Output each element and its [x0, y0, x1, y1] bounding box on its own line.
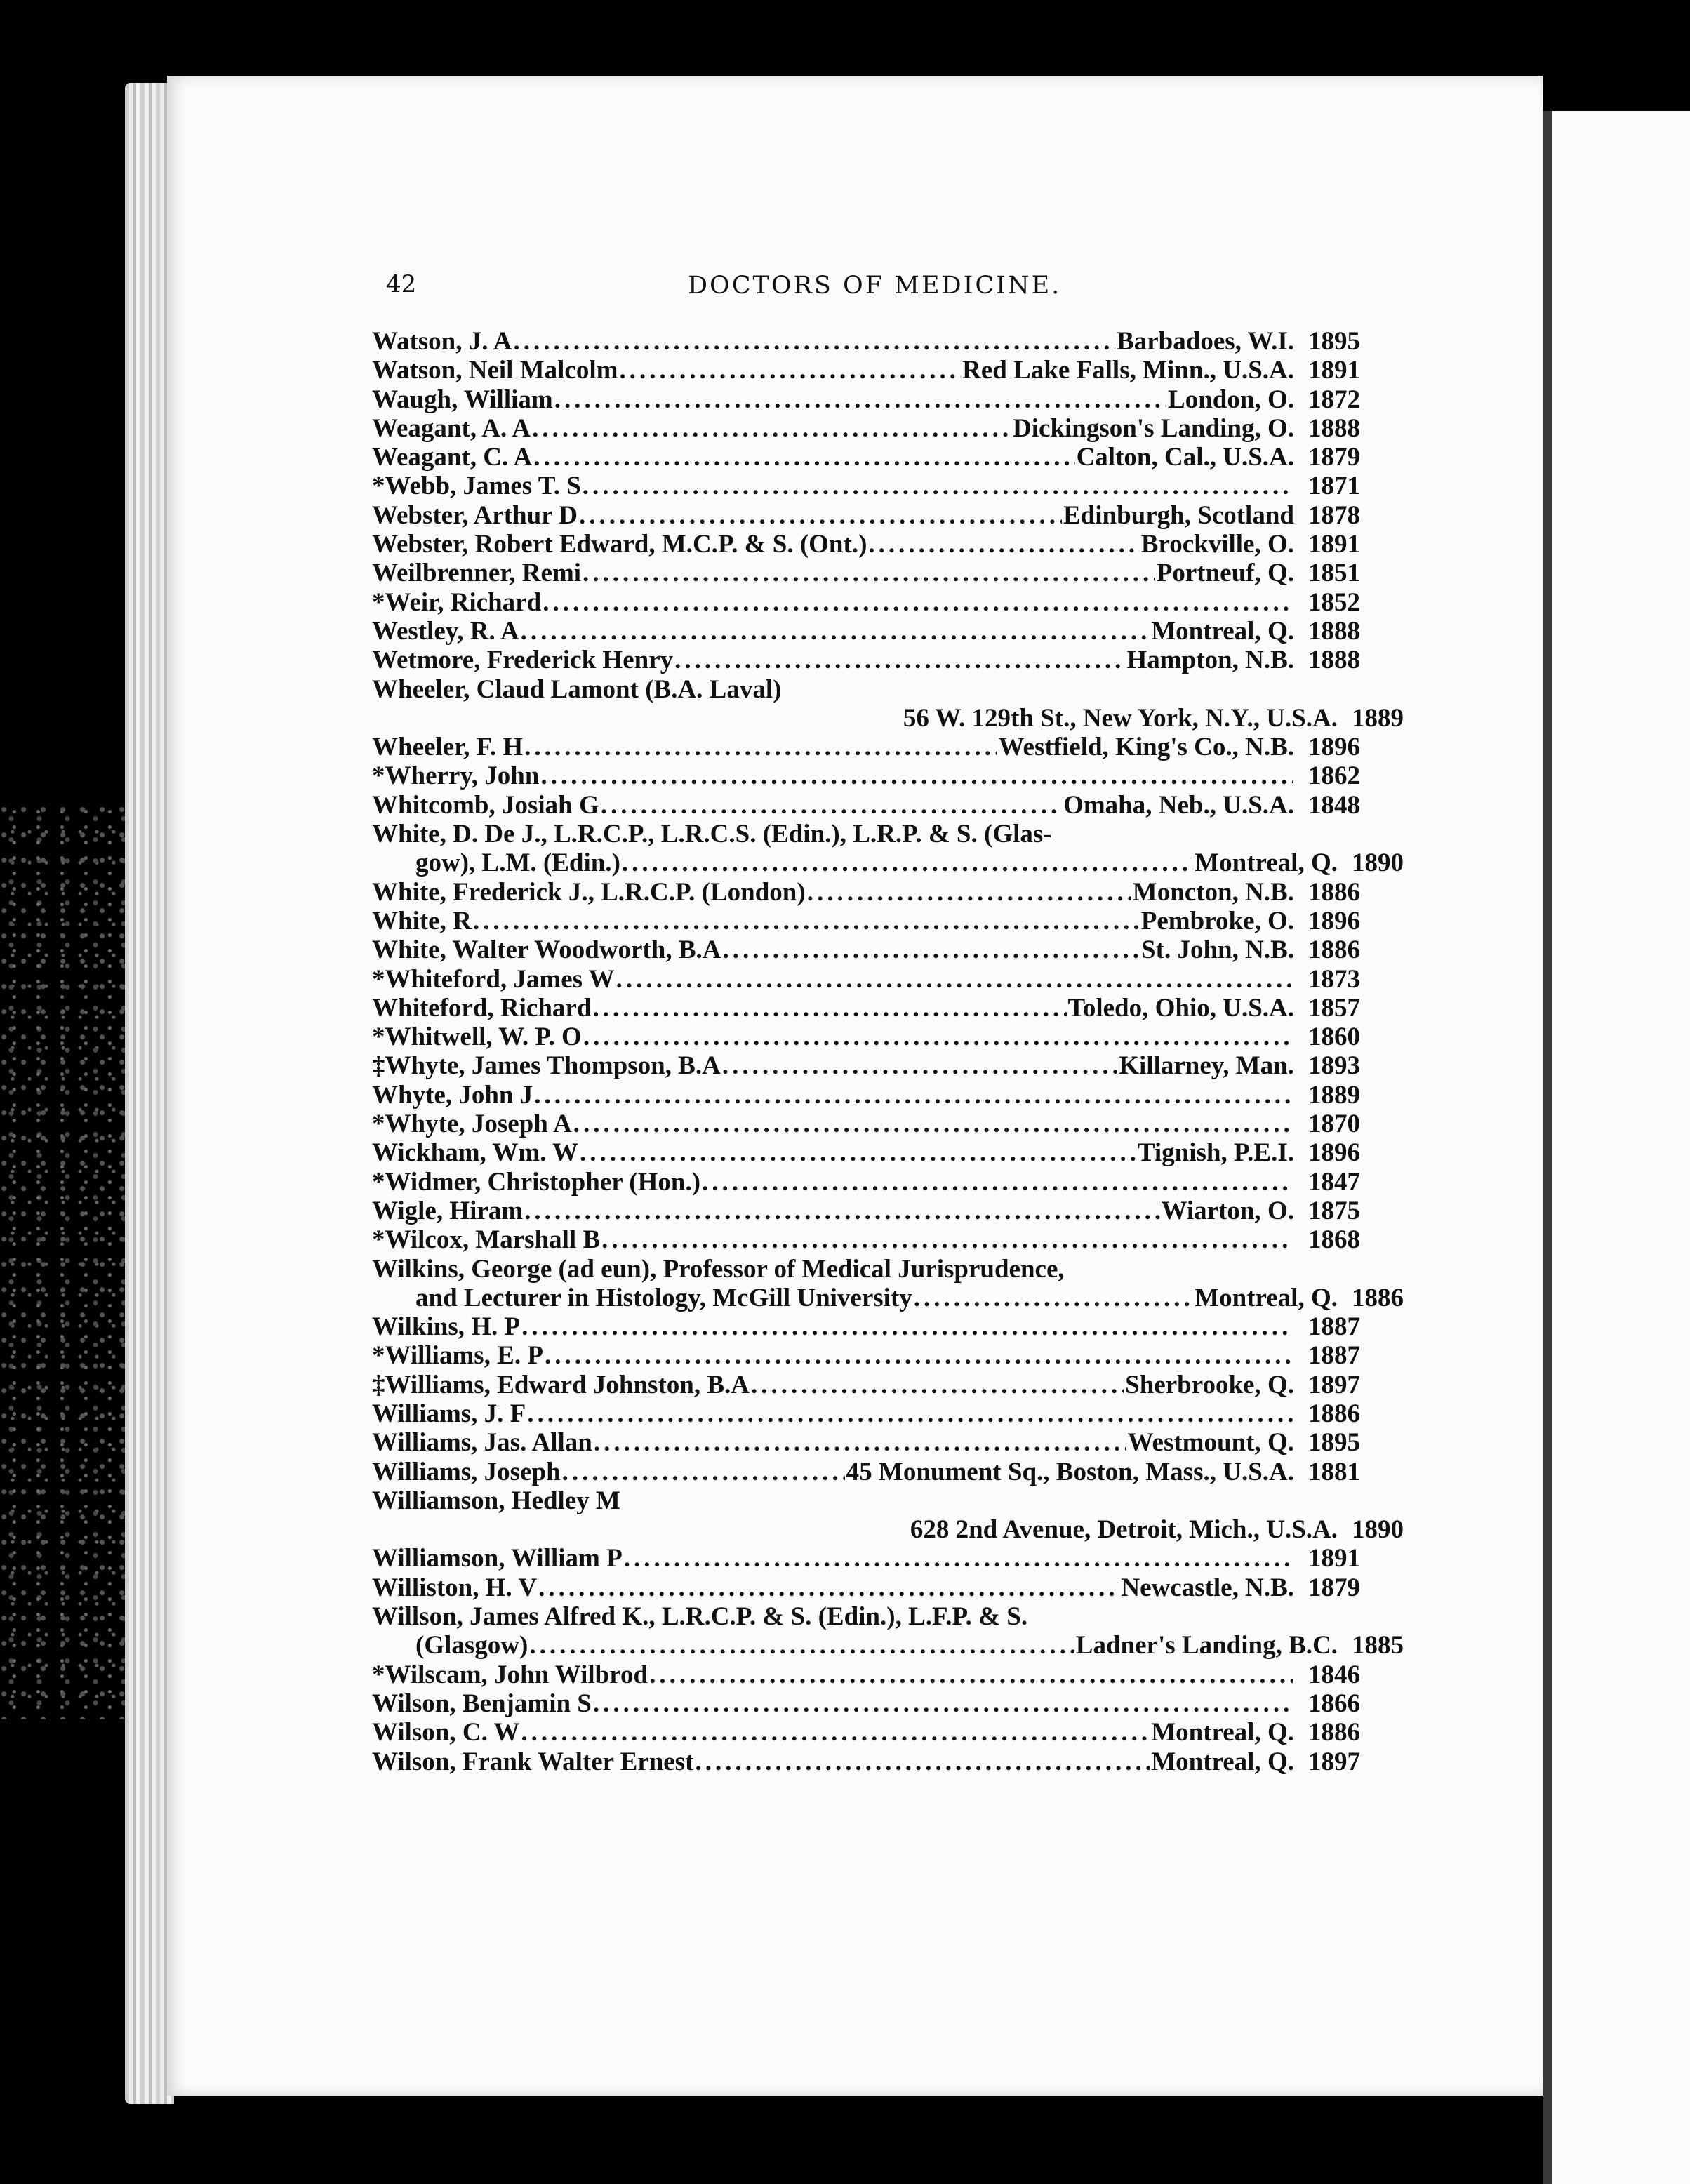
entry-location: Montreal, Q.: [1195, 1283, 1338, 1312]
dot-leader: [619, 356, 961, 385]
entry-year: 1889: [1308, 1080, 1360, 1110]
directory-entry: [372, 1138, 1360, 1167]
entry-name: *Williams, E. P: [372, 1341, 543, 1371]
directory-entry: [372, 414, 1360, 443]
entry-year: 1893: [1308, 1051, 1360, 1081]
directory-entry: [372, 1718, 1360, 1747]
dot-leader: [601, 1225, 1293, 1254]
entry-year: 1891: [1308, 356, 1360, 385]
entry-year: 1885: [1352, 1631, 1404, 1660]
entry-name: Wilson, C. W: [372, 1718, 520, 1747]
entry-location: Killarney, Man.: [1119, 1051, 1294, 1081]
directory-entry: [372, 820, 1360, 848]
page-number: 42: [386, 270, 417, 298]
entry-name: Whitcomb, Josiah G: [372, 790, 599, 820]
directory-entry: [372, 1225, 1360, 1254]
directory-entry: [372, 994, 1360, 1023]
entry-year: 1890: [1352, 848, 1404, 878]
directory-entry: [372, 878, 1360, 907]
page-header: [386, 270, 1369, 312]
directory-entry: [372, 1602, 1360, 1631]
entry-name: *Webb, James T. S: [372, 472, 581, 501]
entry-year: 1847: [1308, 1167, 1360, 1197]
entry-year: 1846: [1308, 1660, 1360, 1689]
dot-leader: [538, 1573, 1119, 1602]
entry-name: Weilbrenner, Remi: [372, 559, 582, 588]
entry-location: Moncton, N.B.: [1132, 877, 1294, 907]
entry-name: Wetmore, Frederick Henry: [372, 646, 674, 675]
entry-name: *Whyte, Joseph A: [372, 1110, 572, 1139]
dot-leader: [674, 646, 1125, 674]
entry-name: Willson, James Alfred K., L.R.C.P. & S. (Edin.), L.F.P. & S.: [372, 1602, 1028, 1632]
entry-location: Calton, Cal., U.S.A.: [1076, 443, 1294, 472]
entry-name: *Whiteford, James W: [372, 964, 615, 994]
entry-location: Brockville, O.: [1140, 530, 1294, 559]
directory-entry: [372, 1515, 1404, 1545]
entry-name: Wheeler, Claud Lamont (B.A. Laval): [372, 674, 782, 704]
entry-name: Williams, Jas. Allan: [372, 1428, 592, 1458]
entry-year: 1878: [1308, 500, 1360, 530]
directory-entry: [372, 1689, 1360, 1718]
entry-name: *Widmer, Christopher (Hon.): [372, 1167, 701, 1197]
entry-location: Ladner's Landing, B.C.: [1075, 1631, 1338, 1660]
entry-name: *Weir, Richard: [372, 587, 542, 617]
directory-entry: [372, 443, 1360, 472]
entry-name: and Lecturer in Histology, McGill University: [415, 1283, 912, 1312]
entry-name: Watson, Neil Malcolm: [372, 356, 618, 385]
entry-year: 1895: [1308, 327, 1360, 356]
entry-year: 1897: [1308, 1370, 1360, 1399]
dot-leader: [624, 1544, 1293, 1573]
entry-location: Portneuf, Q.: [1156, 559, 1294, 588]
entry-location: Westfield, King's Co., N.B.: [998, 733, 1294, 762]
entry-name: Waugh, William: [372, 385, 553, 414]
entry-location: Wiarton, O.: [1161, 1196, 1294, 1225]
dot-leader: [533, 443, 1074, 472]
dot-leader: [751, 1371, 1124, 1399]
entry-year: 1860: [1308, 1023, 1360, 1052]
entry-year: 1886: [1308, 935, 1360, 965]
directory-entry: [372, 1341, 1360, 1370]
directory-entry: [372, 1255, 1360, 1284]
entry-year: 1887: [1308, 1312, 1360, 1342]
dot-leader: [473, 907, 1140, 935]
entry-year: 1857: [1308, 993, 1360, 1023]
directory-entry: [372, 1283, 1404, 1312]
entry-name: Webster, Robert Edward, M.C.P. & S. (Ont.): [372, 530, 867, 559]
entry-name: Wigle, Hiram: [372, 1196, 524, 1225]
entry-name: Wilson, Benjamin S: [372, 1689, 592, 1718]
entry-year: 1887: [1308, 1341, 1360, 1371]
entry-name: Weagant, C. A: [372, 443, 533, 472]
entry-location: 45 Monument Sq., Boston, Mass., U.S.A.: [846, 1457, 1294, 1486]
entry-location: 628 2nd Avenue, Detroit, Mich., U.S.A.: [910, 1515, 1338, 1545]
dot-leader: [695, 1747, 1150, 1776]
entry-name: Whiteford, Richard: [372, 993, 592, 1023]
entry-location: Toledo, Ohio, U.S.A.: [1067, 993, 1294, 1023]
dot-leader: [722, 1051, 1117, 1080]
entry-location: Red Lake Falls, Minn., U.S.A.: [962, 356, 1294, 385]
dot-leader: [594, 1428, 1126, 1457]
directory-entry: [372, 588, 1360, 617]
directory-entry: [372, 530, 1360, 559]
dot-leader: [583, 472, 1293, 500]
entry-year: 1879: [1308, 443, 1360, 472]
directory-entry: [372, 559, 1360, 587]
entry-location: Dickingson's Landing, O.: [1013, 413, 1294, 443]
dot-leader: [583, 1023, 1293, 1051]
entry-year: 1886: [1308, 1718, 1360, 1747]
dot-leader: [616, 965, 1293, 994]
dot-leader: [593, 1689, 1293, 1718]
entry-location: Tignish, P.E.I.: [1137, 1138, 1294, 1168]
directory-entry: [372, 617, 1360, 646]
dot-leader: [580, 1138, 1136, 1167]
entry-location: Pembroke, O.: [1140, 906, 1294, 935]
entry-year: 1896: [1308, 1138, 1360, 1168]
directory-entry: [372, 1023, 1360, 1051]
directory-entry: [372, 1747, 1360, 1776]
entry-year: 1896: [1308, 733, 1360, 762]
entry-year: 1868: [1308, 1225, 1360, 1255]
directory-entry: [372, 761, 1360, 790]
dot-leader: [914, 1284, 1193, 1312]
dot-leader: [540, 761, 1293, 790]
entry-year: 1886: [1308, 877, 1360, 907]
entry-year: 1866: [1308, 1689, 1360, 1718]
directory-entry: [372, 356, 1360, 385]
entry-location: Montreal, Q.: [1151, 1718, 1294, 1747]
dot-leader: [807, 878, 1131, 907]
directory-entry: [372, 733, 1360, 761]
entry-name: (Glasgow): [415, 1631, 528, 1660]
dot-leader: [524, 733, 997, 761]
directory-entry: [372, 907, 1360, 935]
entry-year: 1886: [1308, 1399, 1360, 1428]
dot-leader: [601, 791, 1062, 820]
entry-location: Sherbrooke, Q.: [1125, 1370, 1294, 1399]
entry-year: 1891: [1308, 530, 1360, 559]
entry-location: Barbadoes, W.I.: [1117, 327, 1294, 356]
dot-leader: [562, 1458, 845, 1486]
dot-leader: [529, 1631, 1074, 1660]
dot-leader: [545, 1341, 1293, 1370]
dot-leader: [532, 414, 1011, 443]
dot-leader: [622, 848, 1193, 877]
entry-year: 1872: [1308, 385, 1360, 414]
dot-leader: [521, 1718, 1150, 1747]
entry-year: 1875: [1308, 1196, 1360, 1225]
dot-leader: [573, 1110, 1293, 1138]
entry-name: White, Walter Woodworth, B.A: [372, 935, 721, 965]
directory-entry: [372, 1458, 1360, 1486]
dot-leader: [592, 994, 1066, 1023]
directory-entry: [372, 675, 1360, 704]
entry-name: Whyte, John J: [372, 1080, 533, 1110]
entry-name: White, Frederick J., L.R.C.P. (London): [372, 877, 806, 907]
entry-name: gow), L.M. (Edin.): [415, 848, 620, 878]
dot-leader: [649, 1660, 1293, 1689]
entry-year: 1873: [1308, 964, 1360, 994]
directory-entry: [372, 935, 1360, 964]
directory-entry: [372, 385, 1360, 414]
dot-leader: [702, 1168, 1293, 1197]
dot-leader: [583, 559, 1155, 587]
dot-leader: [543, 588, 1293, 617]
entry-year: 1897: [1308, 1747, 1360, 1776]
entry-name: White, R: [372, 906, 472, 935]
entry-name: Williams, Joseph: [372, 1457, 561, 1486]
entry-name: *Whitwell, W. P. O: [372, 1023, 582, 1052]
entry-year: 1888: [1308, 646, 1360, 675]
facing-page-edge: [1543, 111, 1690, 2184]
directory-entry: [372, 501, 1360, 530]
entry-location: Edinburgh, Scotland: [1063, 500, 1294, 530]
entry-year: 1886: [1352, 1283, 1404, 1312]
dot-leader: [722, 935, 1140, 964]
dot-leader: [579, 501, 1062, 530]
entry-name: White, D. De J., L.R.C.P., L.R.C.S. (Edin.), L.R.P. & S. (Glas-: [372, 820, 1052, 849]
entry-name: Wheeler, F. H: [372, 733, 524, 762]
entry-name: Westley, R. A: [372, 616, 519, 646]
directory-entry: [372, 703, 1404, 733]
dot-leader: [534, 1081, 1293, 1110]
directory-entry: [372, 1486, 1360, 1515]
entry-year: 1879: [1308, 1573, 1360, 1602]
directory-entry: [372, 1051, 1360, 1080]
dot-leader: [524, 1197, 1159, 1225]
entry-name: Watson, J. A: [372, 327, 512, 356]
entry-location: Hampton, N.B.: [1126, 646, 1294, 675]
entry-year: 1895: [1308, 1428, 1360, 1458]
entry-year: 1891: [1308, 1544, 1360, 1573]
directory-listing: [372, 327, 1404, 1776]
entry-name: Wickham, Wm. W: [372, 1138, 578, 1168]
directory-entry: [372, 327, 1360, 356]
dot-leader: [521, 617, 1150, 646]
entry-year: 1889: [1352, 703, 1404, 733]
entry-location: Omaha, Neb., U.S.A.: [1063, 790, 1294, 820]
entry-year: 1848: [1308, 790, 1360, 820]
entry-name: Williamson, Hedley M: [372, 1486, 620, 1515]
entry-location: Westmount, Q.: [1127, 1428, 1294, 1458]
entry-name: Webster, Arthur D: [372, 500, 578, 530]
entry-location: St. John, N.B.: [1141, 935, 1294, 965]
directory-entry: [372, 1110, 1360, 1138]
entry-year: 1888: [1308, 616, 1360, 646]
entry-location: Montreal, Q.: [1151, 1747, 1294, 1776]
entry-year: 1851: [1308, 559, 1360, 588]
dot-leader: [527, 1399, 1293, 1428]
directory-entry: [372, 1631, 1404, 1660]
entry-name: Wilson, Frank Walter Ernest: [372, 1747, 694, 1776]
directory-entry: [372, 791, 1360, 820]
entry-location: 56 W. 129th St., New York, N.Y., U.S.A.: [903, 703, 1338, 733]
directory-entry: [372, 1312, 1360, 1341]
directory-entry: [372, 1197, 1360, 1225]
directory-entry: [372, 1660, 1360, 1689]
directory-entry: [372, 1428, 1360, 1457]
directory-entry: [372, 1081, 1360, 1110]
dot-leader: [554, 385, 1166, 414]
entry-year: 1890: [1352, 1515, 1404, 1545]
entry-name: Williams, J. F: [372, 1399, 526, 1428]
entry-year: 1862: [1308, 761, 1360, 791]
entry-name: Wilkins, H. P: [372, 1312, 521, 1342]
directory-entry: [372, 1573, 1360, 1602]
directory-entry: [372, 472, 1360, 500]
running-title: DOCTORS OF MEDICINE.: [688, 272, 1062, 300]
dot-leader: [513, 327, 1115, 356]
directory-entry: [372, 1168, 1360, 1197]
directory-entry: [372, 1371, 1360, 1399]
directory-entry: [372, 1544, 1360, 1573]
entry-name: ‡Whyte, James Thompson, B.A: [372, 1051, 721, 1081]
entry-name: *Wilcox, Marshall B: [372, 1225, 601, 1255]
dot-leader: [521, 1312, 1293, 1341]
entry-location: Newcastle, N.B.: [1121, 1573, 1294, 1602]
entry-name: Weagant, A. A: [372, 413, 531, 443]
directory-entry: [372, 848, 1404, 878]
directory-entry: [372, 1399, 1360, 1428]
entry-name: *Wilscam, John Wilbrod: [372, 1660, 648, 1689]
entry-location: London, O.: [1168, 385, 1294, 414]
entry-name: *Wherry, John: [372, 761, 540, 791]
entry-name: Williamson, William P: [372, 1544, 623, 1573]
entry-year: 1881: [1308, 1457, 1360, 1486]
scan-background-noise: [0, 807, 126, 1719]
directory-entry: [372, 646, 1360, 674]
entry-year: 1852: [1308, 587, 1360, 617]
entry-year: 1888: [1308, 413, 1360, 443]
entry-name: Williston, H. V: [372, 1573, 538, 1602]
entry-year: 1871: [1308, 472, 1360, 501]
entry-location: Montreal, Q.: [1195, 848, 1338, 878]
entry-name: ‡Williams, Edward Johnston, B.A: [372, 1370, 750, 1399]
directory-entry: [372, 965, 1360, 994]
entry-name: Wilkins, George (ad eun), Professor of Medical Jurisprudence,: [372, 1254, 1065, 1284]
entry-location: Montreal, Q.: [1151, 616, 1294, 646]
entry-year: 1896: [1308, 906, 1360, 935]
dot-leader: [868, 530, 1139, 559]
entry-year: 1870: [1308, 1110, 1360, 1139]
